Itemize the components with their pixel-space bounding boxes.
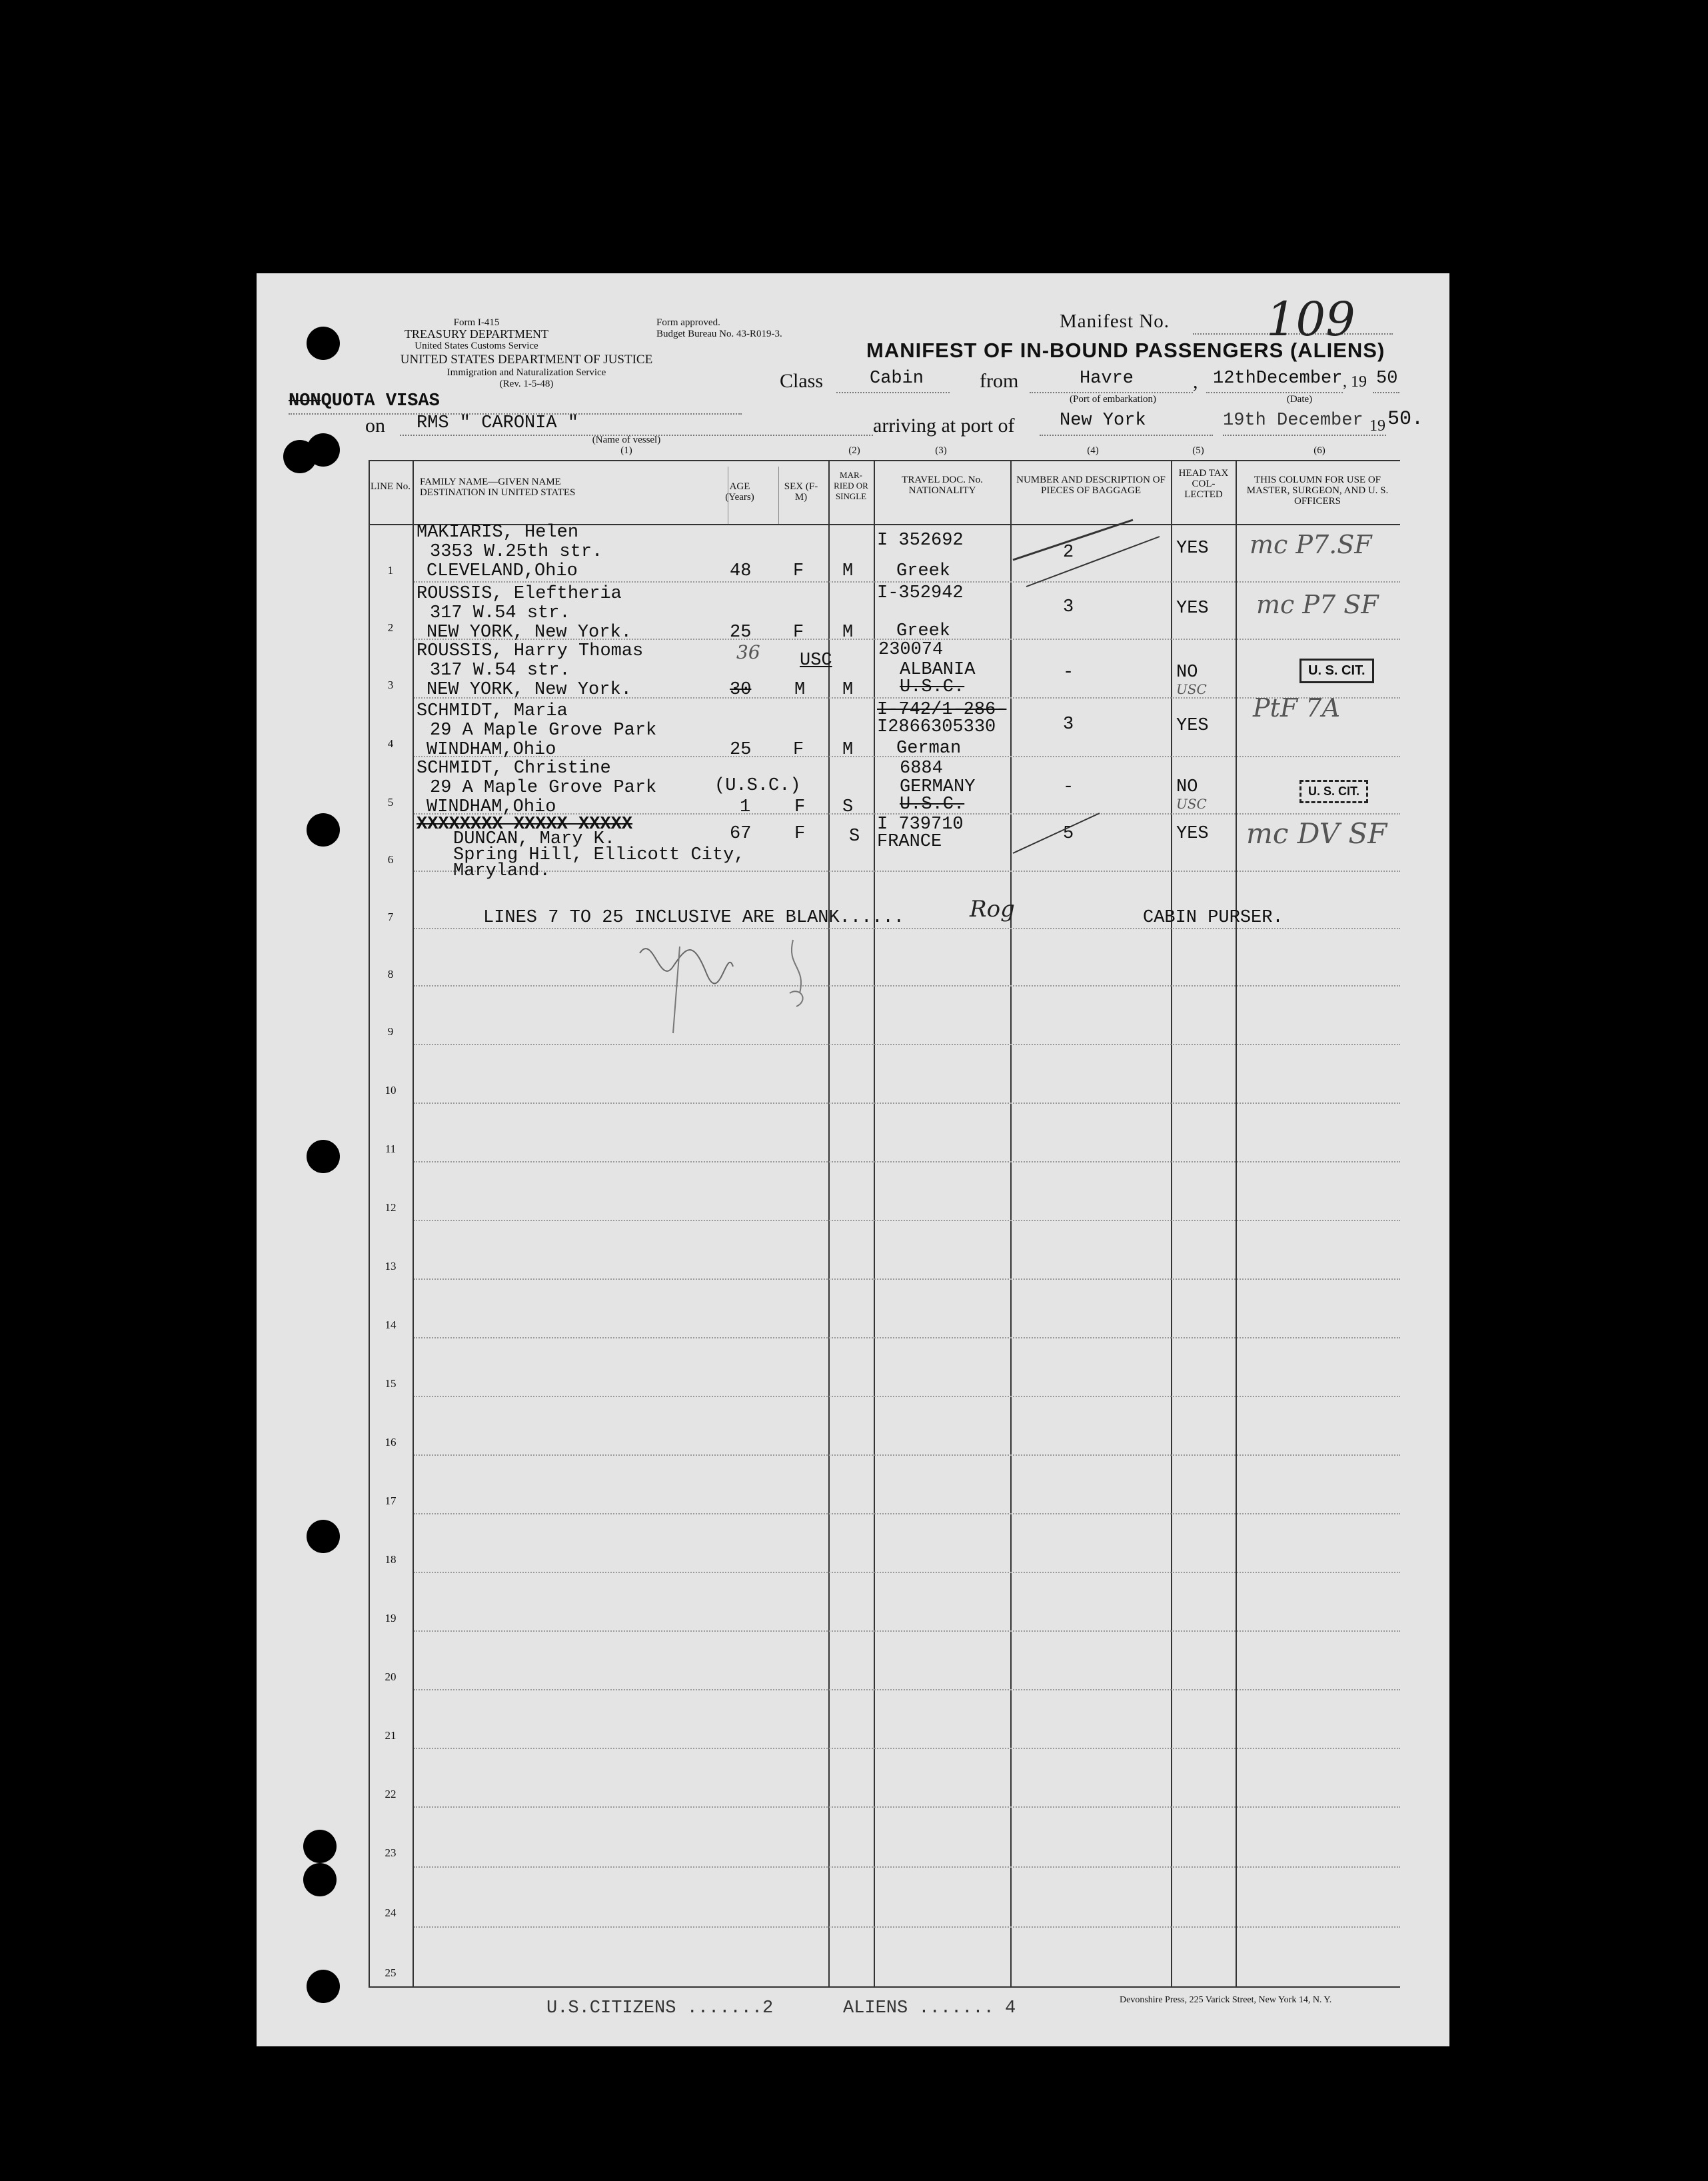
passenger-2-addr1: 317 W.54 str.: [430, 603, 570, 623]
from-value: Havre: [1080, 369, 1134, 389]
passenger-5-name: SCHMIDT, Christine: [417, 759, 611, 779]
punch-hole: [307, 1140, 340, 1173]
col-num-1: (1): [620, 445, 632, 456]
vessel-name: RMS " CARONIA ": [417, 413, 579, 433]
row-separator: [414, 1454, 1400, 1456]
passenger-4-doc-struck: I-742/1-286-: [877, 700, 1007, 720]
passenger-1-baggage: 2: [1063, 543, 1074, 563]
row-separator: [414, 871, 1400, 872]
signature-scribble: [620, 927, 886, 1060]
row-separator: [414, 985, 1400, 987]
line-number: 19: [385, 1612, 397, 1624]
year-prefix: 19: [1351, 373, 1367, 391]
passenger-1-nationality: Greek: [896, 561, 951, 581]
passenger-4-addr2: WINDHAM,Ohio: [427, 740, 556, 760]
row-separator: [414, 928, 1400, 929]
passenger-4-baggage: 3: [1063, 715, 1074, 735]
customs-service: United States Customs Service: [415, 341, 538, 351]
passenger-5-us-cit-stamp: U. S. CIT.: [1299, 780, 1368, 803]
quota-struck: NON: [289, 391, 321, 411]
arriving-label: arriving at port of: [873, 415, 1015, 437]
date-caption: (Date): [1286, 394, 1313, 405]
passenger-1-addr1: 3353 W.25th str.: [430, 542, 603, 562]
row-separator: [414, 1044, 1400, 1045]
treasury-dept: TREASURY DEPARTMENT: [404, 327, 549, 341]
vessel-caption: (Name of vessel): [592, 435, 661, 445]
budget-bureau: Budget Bureau No. 43-R019-3.: [656, 329, 782, 339]
passenger-3-us-cit-stamp: U. S. CIT.: [1299, 659, 1374, 683]
col-head-tax: HEAD TAX COL-LECTED: [1178, 468, 1229, 500]
passenger-6-age: 67: [730, 824, 752, 844]
passenger-3-age: 30: [730, 680, 752, 700]
row-separator: [414, 1396, 1400, 1397]
passenger-3-marital: M: [842, 680, 854, 700]
passenger-1-name: MAKIARIS, Helen: [417, 523, 579, 543]
row-separator: [414, 1572, 1400, 1573]
passenger-6-doc: I 739710: [877, 815, 964, 835]
punch-hole: [303, 1830, 337, 1863]
class-label: Class: [780, 370, 824, 392]
purser-label: CABIN PURSER.: [1143, 908, 1283, 928]
row-separator: [414, 1630, 1400, 1632]
passenger-3-name: ROUSSIS, Harry Thomas: [417, 641, 644, 661]
year-value: 50: [1376, 369, 1398, 389]
passenger-4-marital: M: [842, 740, 854, 760]
arrival-year-prefix: 19: [1369, 417, 1385, 435]
passenger-3-tax-note: USC: [1176, 681, 1207, 697]
line-number: 7: [387, 911, 394, 923]
manifest-label: Manifest No.: [1060, 311, 1170, 332]
line-number: 12: [385, 1201, 397, 1214]
footer-aliens: ALIENS ....... 4: [843, 1998, 1016, 2018]
passenger-2-name: ROUSSIS, Eleftheria: [417, 584, 622, 604]
arrival-port: New York: [1060, 411, 1146, 431]
purser-signature: Rog: [970, 896, 1015, 923]
class-value: Cabin: [870, 369, 924, 389]
passenger-1-age: 48: [730, 561, 752, 581]
embark-date: 12thDecember: [1213, 369, 1343, 389]
passenger-2-age: 25: [730, 623, 752, 643]
form-approved: Form approved.: [656, 317, 720, 328]
line-number: 1: [387, 564, 394, 577]
passenger-3-addr1: 317 W.54 str.: [430, 661, 570, 681]
line-number: 10: [385, 1084, 397, 1096]
passenger-5-tax: NO: [1176, 777, 1198, 797]
passenger-3-baggage: -: [1063, 663, 1074, 683]
line-number: 18: [385, 1553, 397, 1566]
arrival-year: 50.: [1387, 408, 1424, 431]
passenger-2-marital: M: [842, 623, 854, 643]
printer-credit: Devonshire Press, 225 Varick Street, New York 14, N. Y.: [1120, 1995, 1332, 2005]
passenger-4-name: SCHMIDT, Maria: [417, 701, 568, 721]
revision: (Rev. 1-5-48): [499, 379, 554, 389]
col-num-3: (3): [935, 445, 947, 456]
punch-hole: [307, 433, 340, 467]
passenger-4-age: 25: [730, 740, 752, 760]
col-officers: THIS COLUMN FOR USE OF MASTER, SURGEON, AND U. S. OFFICERS: [1246, 475, 1389, 507]
row-separator: [414, 1926, 1400, 1928]
arrival-date: 19th December: [1223, 411, 1363, 431]
col-sex: SEX (F-M): [784, 481, 818, 503]
row-separator: [414, 1102, 1400, 1104]
col-baggage: NUMBER AND DESCRIPTION OF PIECES OF BAGGAGE: [1016, 475, 1166, 496]
passenger-1-marital: M: [842, 561, 854, 581]
passenger-5-addr2: WINDHAM,Ohio: [427, 797, 556, 817]
line-number: 6: [387, 853, 394, 866]
row-separator: [414, 1161, 1400, 1162]
passenger-5-addr1: 29 A Maple Grove Park: [430, 778, 657, 798]
passenger-4-sex: F: [793, 740, 804, 760]
passenger-6-struck-name: XXXXXXXX XXXXX XXXXX: [417, 815, 633, 835]
line-number: 2: [387, 621, 394, 634]
passenger-6-officer: mc DV SF: [1246, 817, 1387, 850]
passenger-4-nationality: German: [896, 739, 962, 759]
port-embark-caption: (Port of embarkation): [1070, 394, 1156, 405]
punch-hole: [303, 1863, 337, 1896]
line-number: 14: [385, 1318, 397, 1331]
passenger-3-addr2: NEW YORK, New York.: [427, 680, 632, 700]
baggage-tick-marks: [1000, 513, 1180, 860]
from-label: from: [980, 370, 1019, 392]
passenger-6-marital: S: [849, 827, 860, 847]
line-number: 16: [385, 1436, 397, 1448]
col-age: AGE (Years): [725, 481, 754, 503]
passenger-6-tax: YES: [1176, 824, 1209, 844]
col-num-6: (6): [1313, 445, 1325, 456]
line-number: 15: [385, 1377, 397, 1390]
passenger-2-doc: I-352942: [877, 583, 964, 603]
line-number: 20: [385, 1670, 397, 1683]
row-separator: [414, 1866, 1400, 1868]
passenger-3-sex: M: [794, 680, 806, 700]
row-separator: [414, 1513, 1400, 1514]
line-number: 17: [385, 1494, 397, 1507]
passenger-5-baggage: -: [1063, 777, 1074, 797]
passenger-3-nationality: ALBANIA: [900, 660, 976, 680]
passenger-5-marital: S: [842, 797, 854, 817]
line-number: 8: [387, 968, 394, 981]
passenger-1-sex: F: [793, 561, 804, 581]
passenger-2-addr2: NEW YORK, New York.: [427, 623, 632, 643]
passenger-6-baggage: 5: [1063, 824, 1074, 844]
col-travel-doc: TRAVEL DOC. No. NATIONALITY: [902, 475, 983, 496]
on-label: on: [365, 415, 385, 437]
passenger-6-addr1: Spring Hill, Ellicott City,: [453, 845, 745, 865]
form-number: Form I-415: [453, 317, 500, 328]
punch-hole: [307, 1520, 340, 1553]
punch-hole: [307, 327, 340, 360]
line-number: 9: [387, 1025, 394, 1038]
col-num-4: (4): [1087, 445, 1099, 456]
passenger-6-sex: F: [794, 824, 806, 844]
footer-us-citizens: U.S.CITIZENS .......2: [546, 1998, 774, 2018]
passenger-4-addr1: 29 A Maple Grove Park: [430, 721, 657, 741]
passenger-5-doc: 6884: [900, 759, 943, 779]
passenger-2-tax: YES: [1176, 599, 1209, 619]
line-number: 13: [385, 1260, 397, 1272]
ins: Immigration and Naturalization Service: [446, 367, 606, 378]
passenger-1-doc: I 352692: [877, 531, 964, 551]
passenger-5-tax-note: USC: [1176, 796, 1207, 812]
passenger-5-age: 1: [740, 797, 751, 817]
line-number: 5: [387, 796, 394, 809]
row-separator: [414, 1337, 1400, 1338]
form-title: MANIFEST OF IN-BOUND PASSENGERS (ALIENS): [866, 339, 1385, 362]
line-number: 22: [385, 1788, 397, 1800]
passenger-3-age-note: USC: [800, 651, 832, 671]
passenger-3-nat-struck: U.S.C.: [900, 677, 965, 697]
row-separator: [414, 1806, 1400, 1808]
passenger-2-baggage: 3: [1063, 597, 1074, 617]
line-number: 3: [387, 679, 394, 691]
manifest-number: 109: [1266, 292, 1355, 347]
line-number: 23: [385, 1846, 397, 1859]
passenger-1-officer: mc P7.SF: [1250, 530, 1372, 559]
line-number: 21: [385, 1729, 397, 1742]
passenger-3-age-hand: 36: [736, 641, 760, 663]
quota-label: QUOTA VISAS: [321, 391, 440, 411]
passenger-2-sex: F: [793, 623, 804, 643]
passenger-4-tax: YES: [1176, 716, 1209, 736]
row-separator: [414, 1220, 1400, 1221]
passenger-6-nationality: FRANCE: [877, 832, 942, 852]
punch-hole: [307, 813, 340, 847]
passenger-4-doc: I2866305330: [877, 717, 996, 737]
passenger-2-nationality: Greek: [896, 621, 951, 641]
col-num-5: (5): [1192, 445, 1204, 456]
passenger-1-tax: YES: [1176, 539, 1209, 559]
justice-dept: UNITED STATES DEPARTMENT OF JUSTICE: [400, 353, 653, 367]
line-number: 4: [387, 737, 394, 750]
passenger-3-doc: 230074: [878, 640, 944, 660]
col-married: MAR-RIED OR SINGLE: [834, 470, 868, 501]
passenger-6-name: DUNCAN, Mary K.: [453, 829, 616, 849]
row-separator: [414, 1748, 1400, 1749]
passenger-5-age-note: (U.S.C.): [714, 776, 801, 796]
passenger-2-officer: mc P7 SF: [1256, 590, 1379, 619]
row-separator: [414, 1689, 1400, 1690]
line-number: 25: [385, 1966, 397, 1979]
col-num-2: (2): [848, 445, 860, 456]
row-separator: [414, 581, 1400, 583]
punch-hole: [307, 1970, 340, 2003]
blank-lines-note: LINES 7 TO 25 INCLUSIVE ARE BLANK......: [483, 908, 904, 928]
col-name: FAMILY NAME—GIVEN NAME DESTINATION IN UNITED STATES: [420, 477, 576, 498]
passenger-5-sex: F: [794, 797, 806, 817]
passenger-4-officer: PtF 7A: [1253, 693, 1340, 723]
col-line-no: LINE No.: [371, 481, 411, 492]
passenger-6-addr2: Maryland.: [453, 861, 550, 881]
passenger-5-nationality: GERMANY: [900, 777, 976, 797]
passenger-1-addr2: CLEVELAND,Ohio: [427, 561, 578, 581]
passenger-3-tax: NO: [1176, 663, 1198, 683]
line-number: 24: [385, 1906, 397, 1919]
passenger-5-nat-struck: U.S.C.: [900, 795, 965, 815]
row-separator: [414, 1278, 1400, 1280]
line-number: 11: [385, 1142, 397, 1155]
